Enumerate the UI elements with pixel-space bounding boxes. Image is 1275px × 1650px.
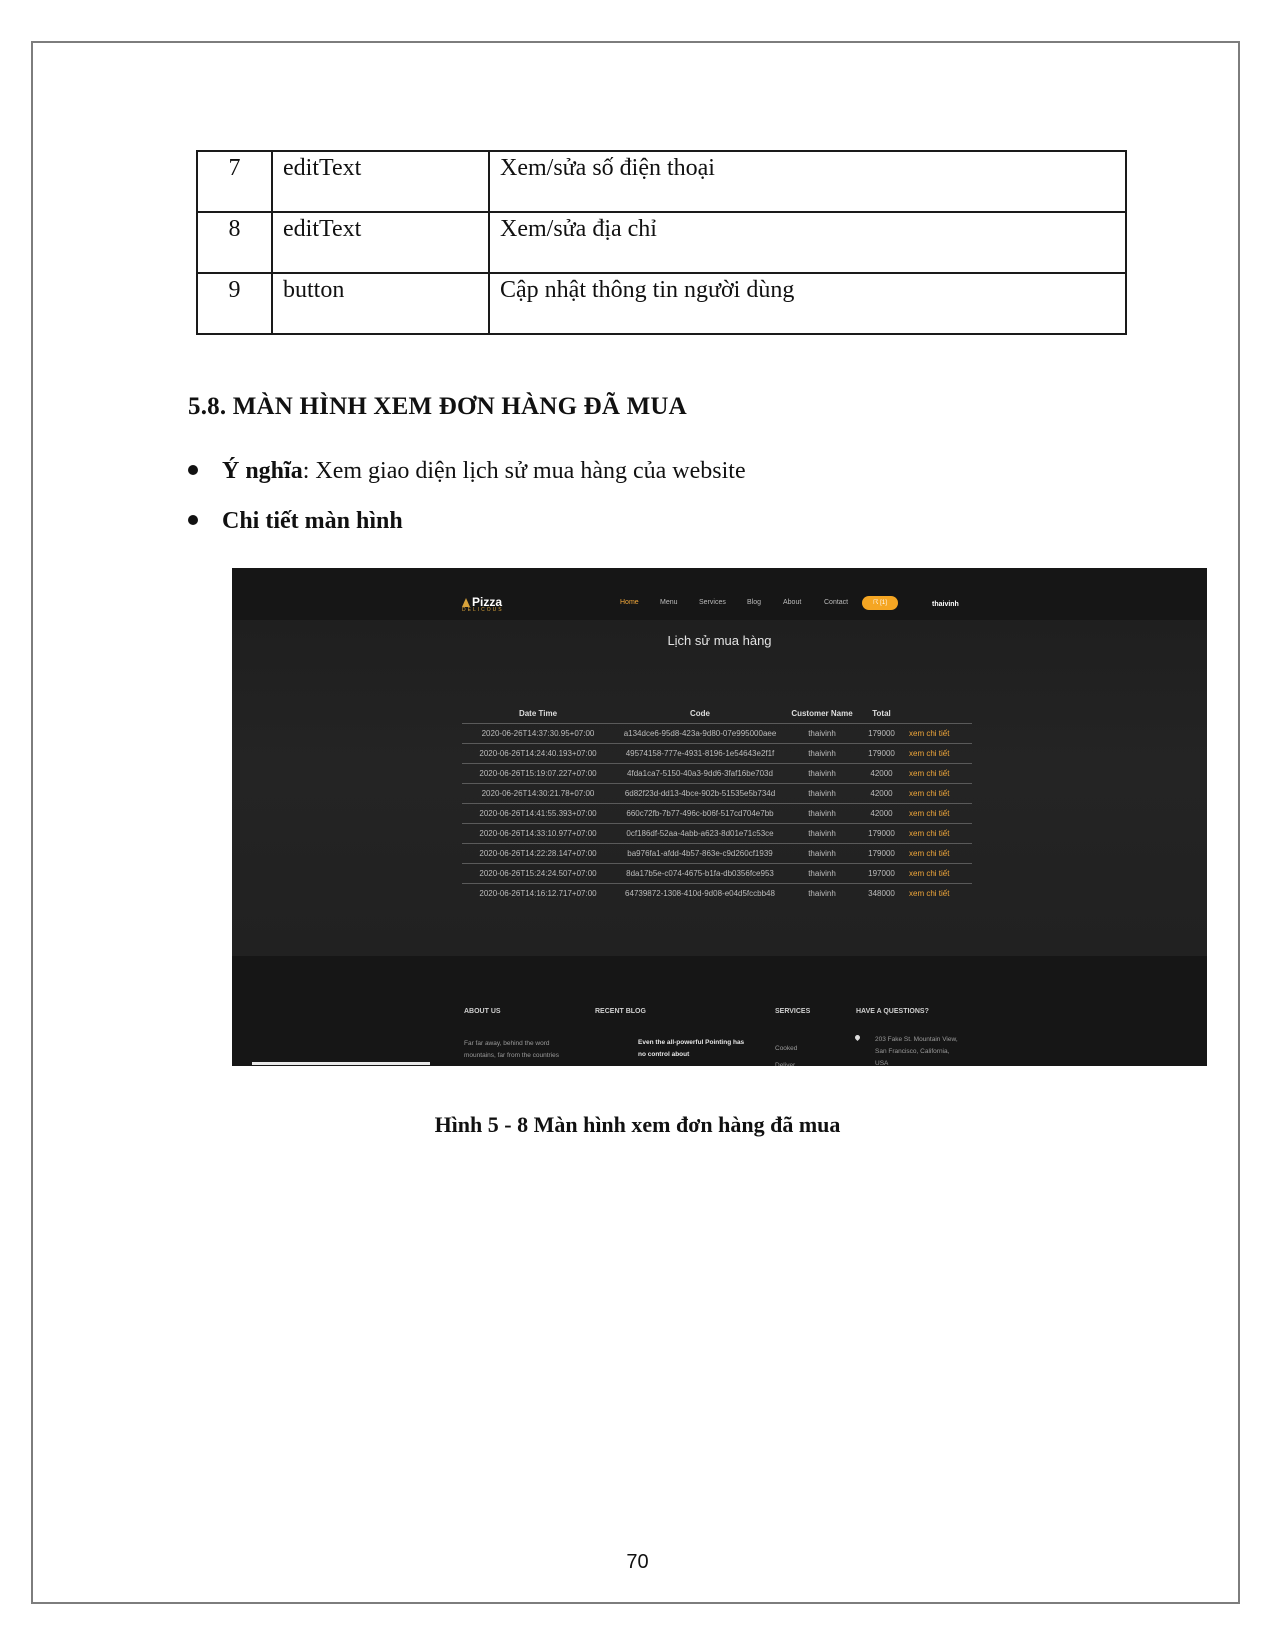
bullet-label: Chi tiết màn hình bbox=[222, 508, 403, 534]
bullet-meaning bbox=[188, 458, 746, 485]
order-datetime: 2020-06-26T14:22:28.147+07:00 bbox=[462, 844, 614, 864]
table-row bbox=[462, 724, 972, 744]
order-total: 42000 bbox=[858, 764, 905, 784]
order-customer: thaivinh bbox=[786, 724, 858, 744]
footer-services-title: SERVICES bbox=[775, 1008, 811, 1015]
bullet-icon bbox=[188, 515, 198, 525]
address-line: USA bbox=[875, 1060, 889, 1066]
view-detail-link[interactable]: xem chi tiết bbox=[905, 864, 972, 884]
nav-contact[interactable]: Contact bbox=[824, 599, 849, 606]
page-number: 70 bbox=[626, 1551, 649, 1573]
order-code: 4fda1ca7-5150-40a3-9dd6-3faf16be703d bbox=[614, 764, 786, 784]
bullet-text: : Xem giao diện lịch sử mua hàng của website bbox=[302, 458, 746, 484]
footer-questions-title: HAVE A QUESTIONS? bbox=[856, 1008, 929, 1015]
order-customer: thaivinh bbox=[786, 784, 858, 804]
footer-services-list bbox=[775, 1040, 797, 1066]
order-datetime: 2020-06-26T15:24:24.507+07:00 bbox=[462, 864, 614, 884]
bullet-label: Ý nghĩa bbox=[222, 458, 303, 484]
order-code: ba976fa1-afdd-4b57-863e-c9d260cf1939 bbox=[614, 844, 786, 864]
nav-blog[interactable]: Blog bbox=[747, 599, 762, 606]
username-link[interactable]: thaivinh bbox=[932, 601, 959, 608]
order-datetime: 2020-06-26T15:19:07.227+07:00 bbox=[462, 764, 614, 784]
table-row bbox=[462, 844, 972, 864]
bullet-icon bbox=[188, 465, 198, 475]
row-description: Xem/sửa số điện thoại bbox=[489, 151, 1126, 212]
row-number: 9 bbox=[197, 273, 272, 334]
footer-address bbox=[875, 1034, 958, 1066]
section-heading: 5.8. MÀN HÌNH XEM ĐƠN HÀNG ĐÃ MUA bbox=[188, 393, 687, 420]
pizza-slice-icon bbox=[462, 598, 470, 607]
table-row bbox=[462, 764, 972, 784]
table-row bbox=[462, 884, 972, 904]
row-description: Cập nhật thông tin người dùng bbox=[489, 273, 1126, 334]
footer-blog-line: no control about bbox=[638, 1051, 690, 1058]
view-detail-link[interactable]: xem chi tiết bbox=[905, 724, 972, 744]
row-number: 7 bbox=[197, 151, 272, 212]
figure-caption: Hình 5 - 8 Màn hình xem đơn hàng đã mua bbox=[434, 1112, 841, 1137]
address-line: San Francisco, California, bbox=[875, 1048, 950, 1055]
order-customer: thaivinh bbox=[786, 844, 858, 864]
order-total: 179000 bbox=[858, 744, 905, 764]
footer-about-line: Far far away, behind the word bbox=[464, 1040, 550, 1047]
bullet-details bbox=[188, 508, 403, 535]
table-header-row bbox=[462, 703, 972, 724]
table-row bbox=[462, 804, 972, 824]
footer-blog-post[interactable] bbox=[638, 1037, 744, 1061]
view-detail-link[interactable]: xem chi tiết bbox=[905, 764, 972, 784]
order-datetime: 2020-06-26T14:37:30.95+07:00 bbox=[462, 724, 614, 744]
order-code: a134dce6-95d8-423a-9d80-07e995000aee bbox=[614, 724, 786, 744]
view-detail-link[interactable]: xem chi tiết bbox=[905, 804, 972, 824]
page-title: Lịch sử mua hàng bbox=[667, 633, 772, 648]
order-total: 179000 bbox=[858, 724, 905, 744]
order-code: 49574158-777e-4931-8196-1e54643e2f1f bbox=[614, 744, 786, 764]
view-detail-link[interactable]: xem chi tiết bbox=[905, 844, 972, 864]
order-code: 8da17b5e-c074-4675-b1fa-db0356fce953 bbox=[614, 864, 786, 884]
footer-blog-line: Even the all-powerful Pointing has bbox=[638, 1039, 745, 1046]
order-total: 42000 bbox=[858, 784, 905, 804]
row-description: Xem/sửa địa chỉ bbox=[489, 212, 1126, 273]
table-row bbox=[197, 273, 1126, 334]
logo-name: Pizza bbox=[472, 595, 503, 609]
table-row bbox=[462, 784, 972, 804]
order-customer: thaivinh bbox=[786, 864, 858, 884]
logo-tagline: DELICOUS bbox=[462, 607, 504, 613]
footer-blog-title: RECENT BLOG bbox=[595, 1008, 646, 1015]
order-datetime: 2020-06-26T14:33:10.977+07:00 bbox=[462, 824, 614, 844]
order-customer: thaivinh bbox=[786, 744, 858, 764]
footer-about-line: mountains, far from the countries bbox=[464, 1052, 560, 1059]
order-customer: thaivinh bbox=[786, 804, 858, 824]
nav-services[interactable]: Services bbox=[699, 599, 726, 606]
nav-about[interactable]: About bbox=[783, 599, 802, 606]
table-row bbox=[462, 864, 972, 884]
order-customer: thaivinh bbox=[786, 884, 858, 904]
footer-service-link[interactable]: Deliver bbox=[775, 1062, 796, 1066]
order-total: 348000 bbox=[858, 884, 905, 904]
order-datetime: 2020-06-26T14:16:12.717+07:00 bbox=[462, 884, 614, 904]
col-customer: Customer Name bbox=[791, 708, 853, 718]
spec-table bbox=[196, 150, 1127, 335]
col-action bbox=[905, 703, 972, 724]
row-type: editText bbox=[272, 151, 489, 212]
view-detail-link[interactable]: xem chi tiết bbox=[905, 744, 972, 764]
order-total: 179000 bbox=[858, 844, 905, 864]
order-code: 64739872-1308-410d-9d08-e04d5fccbb48 bbox=[614, 884, 786, 904]
table-row bbox=[462, 744, 972, 764]
table-row bbox=[197, 151, 1126, 212]
order-total: 197000 bbox=[858, 864, 905, 884]
nav-menu-link[interactable]: Menu bbox=[660, 599, 678, 606]
horizontal-scrollbar[interactable] bbox=[252, 1062, 430, 1065]
row-number: 8 bbox=[197, 212, 272, 273]
order-datetime: 2020-06-26T14:41:55.393+07:00 bbox=[462, 804, 614, 824]
table-row bbox=[462, 824, 972, 844]
col-code: Code bbox=[690, 708, 710, 718]
footer-about-text bbox=[464, 1038, 559, 1062]
order-customer: thaivinh bbox=[786, 764, 858, 784]
view-detail-link[interactable]: xem chi tiết bbox=[905, 884, 972, 904]
navbar bbox=[232, 568, 1207, 620]
order-code: 6d82f23d-dd13-4bce-902b-51535e5b734d bbox=[614, 784, 786, 804]
order-customer: thaivinh bbox=[786, 824, 858, 844]
row-type: button bbox=[272, 273, 489, 334]
view-detail-link[interactable]: xem chi tiết bbox=[905, 784, 972, 804]
footer-service-link[interactable]: Cooked bbox=[775, 1045, 798, 1052]
nav-home[interactable]: Home bbox=[620, 599, 639, 606]
footer-about-title: ABOUT US bbox=[464, 1008, 501, 1015]
col-datetime: Date Time bbox=[518, 708, 558, 718]
order-datetime: 2020-06-26T14:24:40.193+07:00 bbox=[462, 744, 614, 764]
website-screenshot bbox=[232, 568, 1207, 1066]
address-line: 203 Fake St. Mountain View, bbox=[875, 1036, 958, 1043]
order-history-table bbox=[462, 703, 972, 903]
order-code: 660c72fb-7b77-496c-b06f-517cd704e7bb bbox=[614, 804, 786, 824]
order-code: 0cf186df-52aa-4abb-a623-8d01e71c53ce bbox=[614, 824, 786, 844]
order-datetime: 2020-06-26T14:30:21.78+07:00 bbox=[462, 784, 614, 804]
order-total: 42000 bbox=[858, 804, 905, 824]
site-logo[interactable] bbox=[462, 595, 504, 613]
col-total: Total bbox=[872, 708, 891, 718]
cart-button[interactable]: ☈ [1] bbox=[862, 596, 898, 610]
view-detail-link[interactable]: xem chi tiết bbox=[905, 824, 972, 844]
row-type: editText bbox=[272, 212, 489, 273]
table-row bbox=[197, 212, 1126, 273]
order-total: 179000 bbox=[858, 824, 905, 844]
